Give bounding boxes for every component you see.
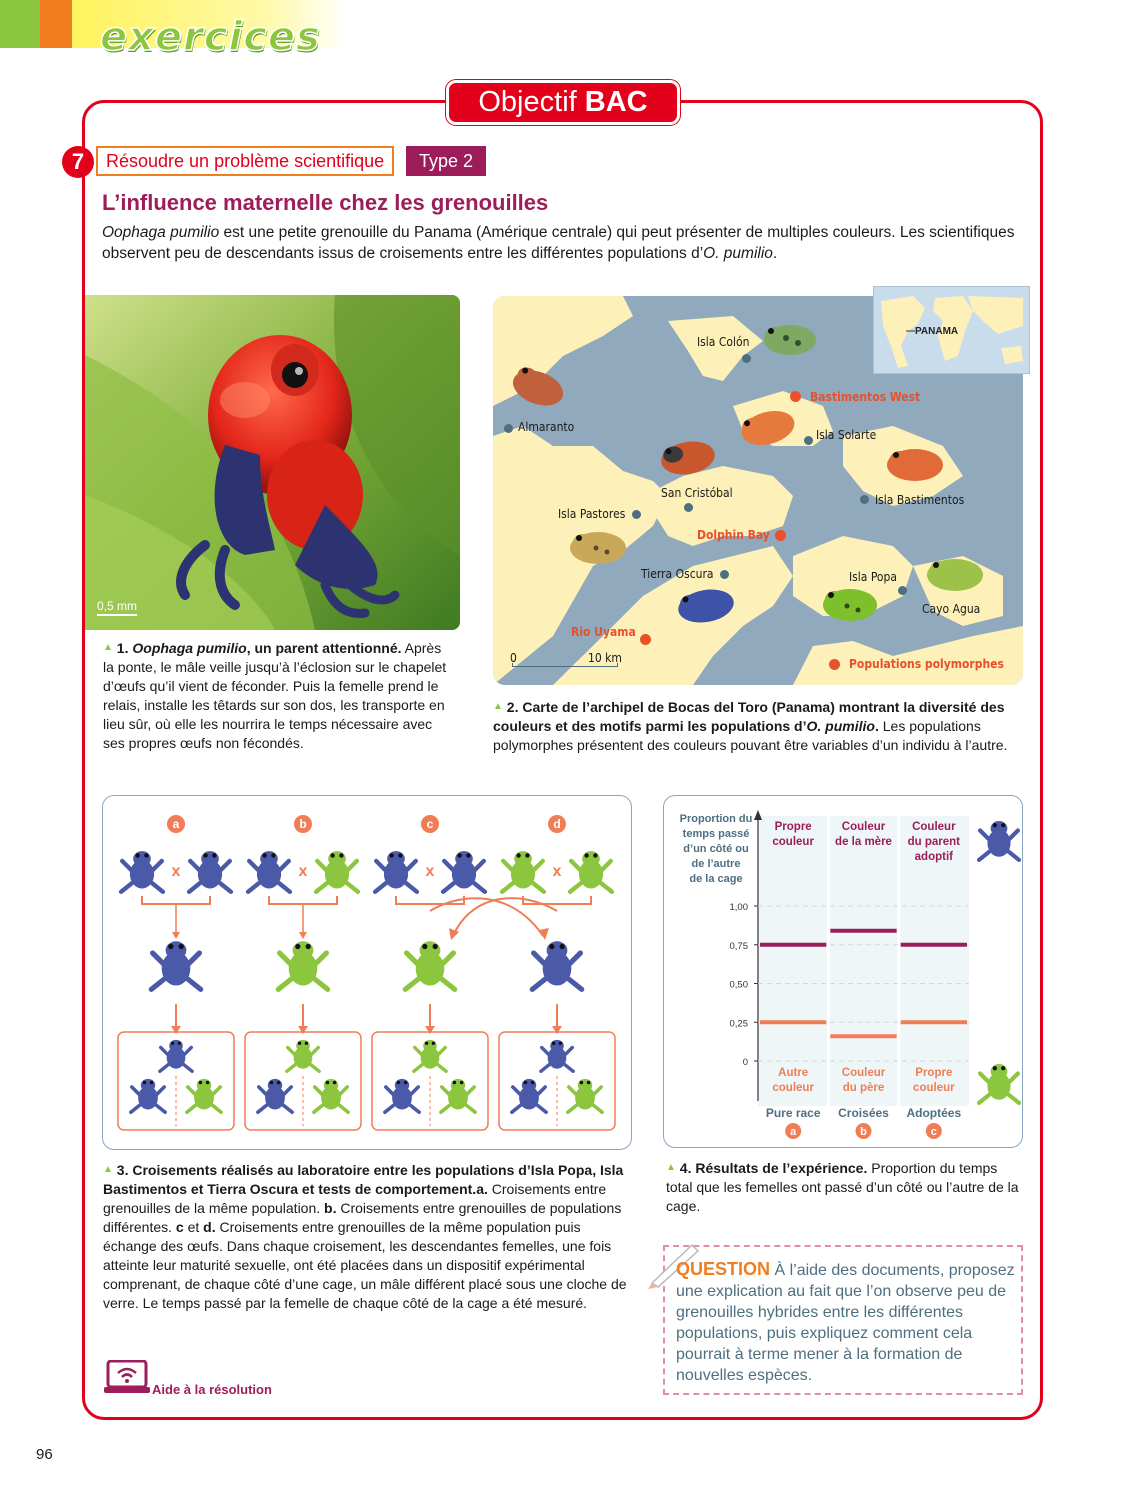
exercise-number: 7 <box>62 146 94 178</box>
help-link[interactable]: Aide à la résolution <box>152 1382 272 1397</box>
caption-triangle-icon: ▲ <box>103 1164 113 1175</box>
cross-letter: d <box>553 817 561 831</box>
cross-letter: a <box>172 817 180 831</box>
y-axis-title-line: de la cage <box>689 873 743 885</box>
doc3-a-text: Croisements entre grenouilles de la même population. <box>103 1181 607 1216</box>
results-chart <box>663 795 1023 1148</box>
map-label-isla-pastores: Isla Pastores <box>558 507 626 521</box>
doc3-b-text: Croisements entre grenouilles de populations différentes. <box>103 1200 622 1235</box>
map-label-almaranto: Almaranto <box>518 420 575 434</box>
map-label-isla-solarte: Isla Solarte <box>816 428 877 442</box>
map-label-bastimentos-west: Bastimentos West <box>810 390 921 404</box>
map-label-rio-uyama: Rio Uyama <box>571 625 636 639</box>
doc3-a-label: a. <box>476 1181 488 1197</box>
column-top-label: du parent <box>907 836 961 848</box>
map-scale-km: 10 km <box>588 651 622 665</box>
frog-icon <box>738 406 798 451</box>
y-axis-title-line: de l’autre <box>691 858 741 870</box>
arrow-head <box>299 932 307 939</box>
frog-icon <box>659 438 718 479</box>
cross-symbol: x <box>552 863 562 880</box>
intro-text: est une petite grenouille du Panama (Amérique centrale) qui peut présenter de multiples couleurs. Les scientifiques observent peu de descendants issus de croisements entre les différentes populations d’ <box>102 224 1015 262</box>
mother-frog-icon <box>502 851 544 892</box>
column-top-label: Couleur <box>841 821 886 833</box>
doc3-b-label: b. <box>324 1200 337 1216</box>
frog-icon <box>887 449 943 481</box>
cross-symbol: x <box>425 863 435 880</box>
father-frog-icon <box>570 851 612 892</box>
father-frog-icon <box>316 851 358 892</box>
cross-symbol: x <box>171 863 181 880</box>
cross-symbol: x <box>298 863 308 880</box>
question-text <box>676 1259 1016 1386</box>
badge-prefix: Objectif <box>478 86 577 118</box>
doc1-title-rest: , un parent attentionné. <box>246 640 402 656</box>
y-tick-label: 0,25 <box>729 1018 748 1030</box>
category-label: Pure race <box>765 1106 821 1120</box>
map-dot <box>632 510 641 519</box>
doc4-text: Proportion du temps total que les femelles ont passé d’un côté ou l’autre de la cage. <box>666 1160 1019 1214</box>
column-top-label: couleur <box>772 836 814 848</box>
column-bottom-label: couleur <box>913 1082 955 1094</box>
map-scale-bar <box>512 663 618 667</box>
doc2-title-species: O. pumilio <box>806 718 875 734</box>
map-label-dolphin-bay: Dolphin Bay <box>697 528 770 542</box>
caption-triangle-icon: ▲ <box>103 642 113 653</box>
category-label: Croisées <box>838 1106 889 1120</box>
intro-end: . <box>772 245 778 262</box>
doc3-and: et <box>183 1219 204 1235</box>
map-dot <box>742 354 751 363</box>
map-dot-polymorphic <box>775 530 786 541</box>
blue-frog-legend-icon <box>979 821 1019 860</box>
exercise-title: L’influence maternelle chez les grenouilles <box>102 190 549 215</box>
map-dot <box>504 424 513 433</box>
y-tick-label: 1,00 <box>729 902 748 913</box>
column-bottom-label: du père <box>842 1082 885 1094</box>
column-top-label: de la mère <box>835 836 892 848</box>
doc3-c-label: c <box>175 1219 184 1235</box>
arrow-head <box>449 928 459 940</box>
badge-strong: BAC <box>584 86 648 118</box>
y-axis-title-line: d’un côté ou <box>683 843 749 855</box>
question-label: QUESTION <box>676 1259 771 1279</box>
y-axis-title-line: Proportion du <box>679 813 753 825</box>
father-frog-icon <box>189 851 231 892</box>
doc2-caption <box>493 697 1023 755</box>
y-tick-label: 0,75 <box>729 940 748 952</box>
category-letter: a <box>790 1126 797 1138</box>
offspring-frog-icon <box>151 941 200 989</box>
offspring-frog-icon <box>532 941 581 989</box>
map-dot <box>804 436 813 445</box>
map-dot <box>898 586 907 595</box>
doc1-number: 1. <box>116 640 129 656</box>
map-label-isla-popa: Isla Popa <box>849 570 898 584</box>
y-axis-arrow <box>754 810 762 820</box>
photo-scale-label: 0,5 mm <box>97 599 137 616</box>
inset-panama-label: PANAMA <box>915 326 959 337</box>
frog-icon <box>508 364 568 412</box>
column-bottom-label: couleur <box>772 1082 814 1094</box>
intro-species: Oophaga pumilio <box>102 224 220 241</box>
offspring-frog-icon <box>405 941 454 989</box>
category-letter: c <box>930 1126 937 1138</box>
frog-icon <box>823 589 877 621</box>
doc2-title-end: . <box>874 718 879 734</box>
frog-icon <box>676 585 737 626</box>
mother-frog-icon <box>121 851 163 892</box>
exercise-label: Résoudre un problème scientifique <box>96 146 394 176</box>
caption-triangle-icon: ▲ <box>666 1162 676 1173</box>
cross-bracket <box>523 896 591 904</box>
doc3-title: Croisements réalisés au laboratoire entre les populations d’Isla Popa, Isla Bastimentos et Tierra Oscura et tests de comportement. <box>103 1162 624 1197</box>
map-label-isla-bastimentos: Isla Bastimentos <box>875 493 965 507</box>
father-frog-icon <box>443 851 485 892</box>
y-tick-label: 0,50 <box>729 979 748 991</box>
map-legend-label: Populations polymorphes <box>849 657 1004 671</box>
column-bottom-label: Propre <box>915 1067 953 1079</box>
doc2-text: Les populations polymorphes présentent des couleurs pouvant être variables d’un individu à l’autre. <box>493 718 1008 753</box>
question-body: À l’aide des documents, proposez une explication au fait que l’on observe peu de grenouilles hybrides entre les différentes populations, puis expliquez comment cela pourrait à terme mener à la formation de nouvelles espèces. <box>676 1262 1015 1384</box>
chart-column-bg <box>828 816 898 1106</box>
mother-frog-icon <box>375 851 417 892</box>
doc1-title-species: Oophaga pumilio <box>132 640 247 656</box>
doc2-number: 2. <box>506 699 519 715</box>
map-dot <box>684 503 693 512</box>
offspring-frog-icon <box>278 941 327 989</box>
chart-column-bg <box>758 816 828 1106</box>
doc3-number: 3. <box>116 1162 129 1178</box>
map-dot-polymorphic <box>790 391 801 402</box>
map-label-cayo-agua: Cayo Agua <box>922 602 981 616</box>
laptop-wifi-icon[interactable] <box>104 1360 150 1394</box>
cross-bracket <box>269 896 337 904</box>
doc3-d-label: d. <box>203 1219 216 1235</box>
section-title: exercices <box>100 14 321 60</box>
green-frog-legend-icon <box>979 1064 1019 1103</box>
arrow-head <box>172 932 180 939</box>
map-label-san-cristobal: San Cristóbal <box>661 486 733 500</box>
doc2-title: Carte de l’archipel de Bocas del Toro (Panama) montrant la diversité des couleurs et des motifs parmi les populations d’ <box>493 699 1005 734</box>
mother-frog-icon <box>248 851 290 892</box>
intro-species-short: O. pumilio <box>703 245 773 262</box>
doc4-number: 4. <box>679 1160 692 1176</box>
caption-triangle-icon: ▲ <box>493 701 503 712</box>
map-dot <box>720 570 729 579</box>
doc1-text: Après la ponte, le mâle veille jusqu’à l’éclosion sur le chapelet d’œufs qu’il vient de féconder. Puis la femelle prend le relais, installe les têtards sur son dos, les transporte en lieu sûr, où elle les nourrira le temps nécessaire avec ses propres œufs non fécondés. <box>103 640 447 751</box>
frog-icon <box>764 325 816 355</box>
column-bottom-label: Autre <box>778 1067 809 1079</box>
y-axis-title-line: temps passé <box>682 828 750 840</box>
crosses-diagram <box>102 795 632 1150</box>
map-label-isla-colon: Isla Colón <box>697 335 750 349</box>
doc3-cd-text: Croisements entre grenouilles de la même population puis échange des œufs. Dans chaque croisement, les descendantes femelles, une fois atteinte leur maturité sexuelle, ont été placées dans un dispositif expérimental comprenant, de chaque côté d’une cage, un mâle différent placé sous une cloche de verre. Le temps passé par la femelle de chaque côté de la cage a été mesuré. <box>103 1219 627 1311</box>
exercise-type: Type 2 <box>406 146 486 176</box>
y-tick-label: 0 <box>742 1057 748 1068</box>
column-top-label: Propre <box>774 821 812 833</box>
doc3-caption <box>103 1160 628 1313</box>
frog-icon <box>570 532 626 564</box>
category-label: Adoptées <box>906 1106 962 1120</box>
map-label-tierra-oscura: Tierra Oscura <box>641 567 714 581</box>
map-dot-polymorphic <box>640 634 651 645</box>
cross-letter: b <box>299 817 307 831</box>
cross-bracket <box>142 896 210 904</box>
column-top-label: adoptif <box>914 851 953 863</box>
column-bottom-label: Couleur <box>841 1067 886 1079</box>
doc4-title: Résultats de l’expérience. <box>695 1160 868 1176</box>
frog-icon <box>927 559 983 591</box>
map-scale-zero: 0 <box>510 651 517 665</box>
legend-polymorphic-dot <box>829 659 840 670</box>
map-dot <box>860 495 869 504</box>
cross-letter: c <box>426 817 434 831</box>
column-top-label: Couleur <box>912 821 956 833</box>
doc4-caption <box>666 1158 1021 1216</box>
page-number: 96 <box>36 1446 53 1463</box>
category-letter: b <box>860 1126 867 1138</box>
